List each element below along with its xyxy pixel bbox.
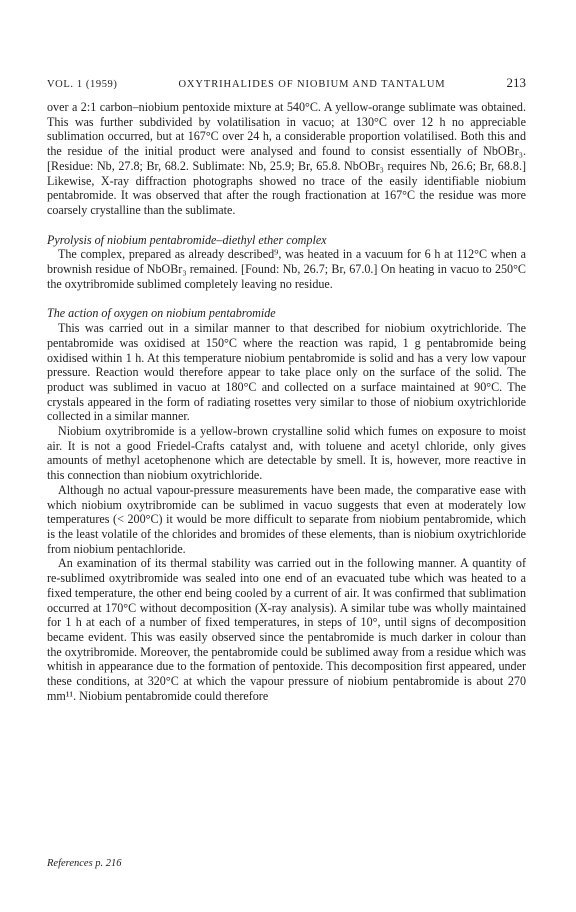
paragraph-thermal-stability: An examination of its thermal stability was carried out in the following manner. A quantity of re-sublimed oxytribromide was sealed into one end of an evacuated tube which was heated to a fixed temperature, the other end being cooled by a current of air. It was confirmed that sublimation occurred at 170°C without decomposition (X-ray analysis). A similar tube was wholly maintained for 1 h at each of a number of fixed temperatures, in steps of 10°, until signs of decomposition became evident. This was easily observed since the pentabromide is much darker in colour than the oxytribromide. Moreover, the pentabromide could be sublimed away from a residue which was whitish in appearance due to the formation of pentoxide. This decomposition first appeared, under these conditions, at 320°C at which the vapour pressure of niobium pentabromide is about 270 mm¹¹. Niobium pentabromide could therefore — [47, 556, 526, 703]
paragraph-volatility: Although no actual vapour-pressure measurements have been made, the comparative ease with which niobium oxytribromide can be sublimed in vacuo suggests that even at moderately low temperatures (< 200°C) it would be more difficult to separate from niobium pentabromide, which is the least volatile of the chlorides and bromides of these elements, than is niobium oxytrichloride from niobium pentachloride. — [47, 482, 526, 556]
running-header — [47, 75, 526, 91]
references-footer: References p. 216 — [47, 858, 122, 869]
section-heading-oxygen-action: The action of oxygen on niobium pentabromide — [47, 306, 276, 321]
paragraph-properties: Niobium oxytribromide is a yellow-brown crystalline solid which fumes on exposure to moist air. It is not a good Friedel-Crafts catalyst and, with toluene and acetyl chloride, only gives amounts of methyl acetophenone which are detectable by smell. It is, however, more reactive in this connection than niobium oxytrichloride. — [47, 424, 526, 483]
page-number: 213 — [506, 75, 526, 90]
volume-label: VOL. 1 (1959) — [47, 79, 118, 90]
paragraph-oxidation: This was carried out in a similar manner to that described for niobium oxytrichloride. The pentabromide was oxidised at 150°C where the reaction was rapid, 1 g pentabromide being oxidised within 1 h. At this temperature niobium pentabromide is solid and has a very low vapour pressure. Reaction would therefore appear to take place only on the surface of the solid. The product was sublimed in vacuo at 180°C and collected on a surface maintained at 90°C. The crystals appeared in the form of radiating rosettes very similar to those of niobium oxytrichloride collected in a similar manner. — [47, 321, 526, 424]
paragraph-pyrolysis: The complex, prepared as already described⁹, was heated in a vacuum for 6 h at 112°C when a brownish residue of NbOBr₃ remained. [Found: Nb, 26.7; Br, 67.0.] On heating in vacuo to 250°C the oxytribromide sublimed completely leaving no residue. — [47, 247, 526, 291]
running-title: OXYTRIHALIDES OF NIOBIUM AND TANTALUM — [178, 79, 446, 90]
section-heading-pyrolysis: Pyrolysis of niobium pentabromide–diethyl ether complex — [47, 232, 327, 247]
article-body — [47, 100, 526, 703]
paragraph-continuation: over a 2:1 carbon–niobium pentoxide mixture at 540°C. A yellow-orange sublimate was obtained. This was further subdivided by volatilisation in vacuo; at 130°C over 12 h no appreciable sublimation occurred, but at 167°C over 24 h, a considerable proportion volatilised. Both this and the residue of the initial product were analysed and found to consist essentially of NbOBr₃. [Residue: Nb, 27.8; Br, 68.2. Sublimate: Nb, 25.9; Br, 65.8. NbOBr₃ requires Nb, 26.6; Br, 68.8.] Likewise, X-ray diffraction photographs showed no trace of the easily identifiable niobium pentabromide. It was observed that after the rough fractionation at 167°C the residue was more coarsely crystalline than the sublimate. — [47, 100, 526, 217]
